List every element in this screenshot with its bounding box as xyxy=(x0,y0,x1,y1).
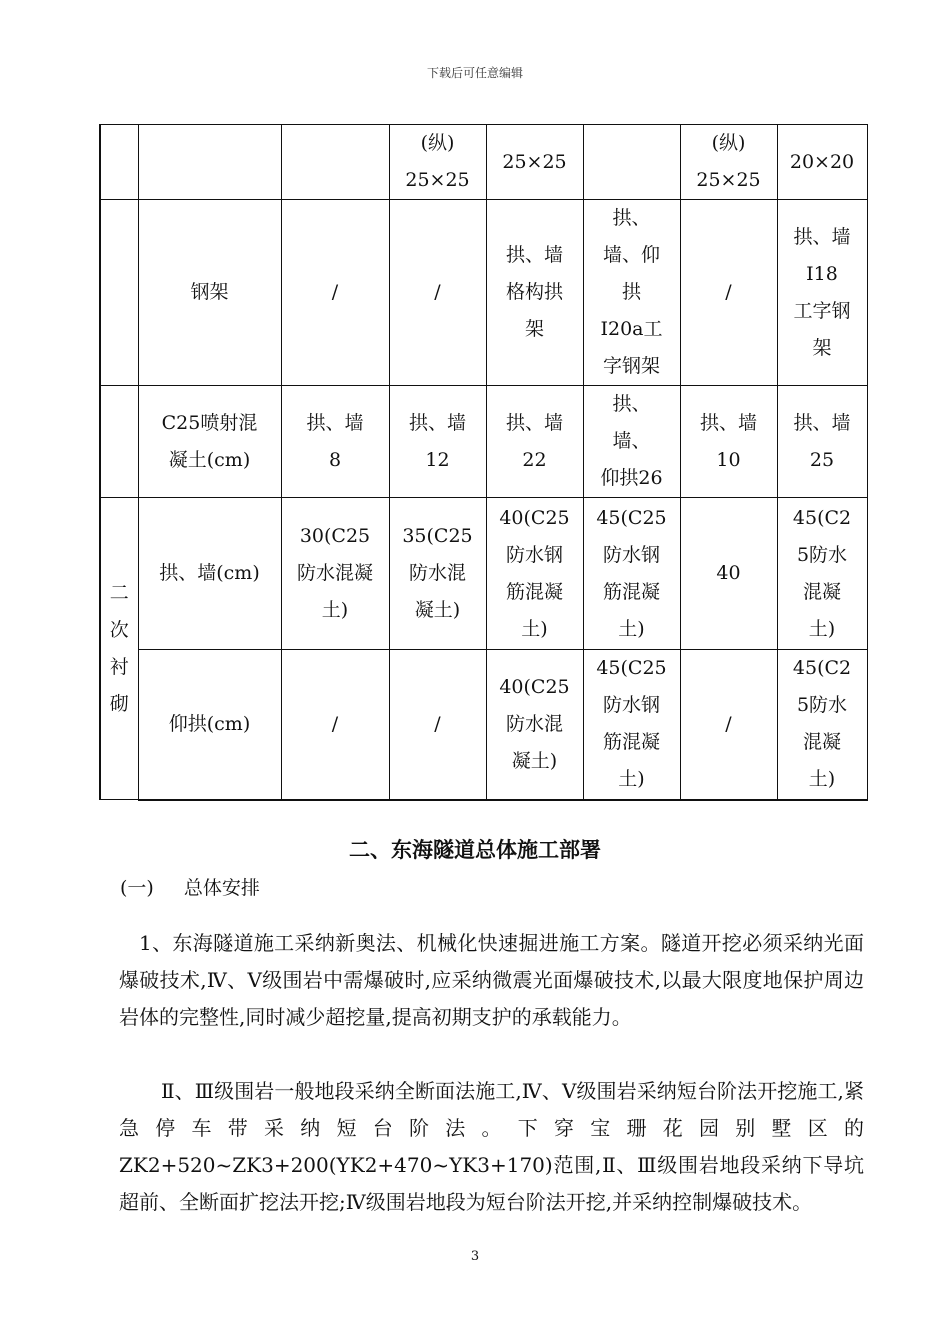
table-cell: 45(C25 防水钢 筋混凝 土) xyxy=(583,498,680,650)
table-cell xyxy=(138,125,281,200)
table-cell: 35(C25 防水混 凝土) xyxy=(389,498,486,650)
table-cell: 仰拱(cm) xyxy=(138,650,281,800)
table-cell: 40(C25 防水钢 筋混凝 土) xyxy=(486,498,583,650)
table-row xyxy=(100,200,867,386)
table-cell: 拱、墙(cm) xyxy=(138,498,281,650)
table-cell: C25喷射混 凝土(cm) xyxy=(138,386,281,498)
secondary-lining-group-label: 二 次 衬 砌 xyxy=(100,498,138,800)
table-cell: 拱、墙 格构拱 架 xyxy=(486,200,583,386)
table-cell: / xyxy=(680,650,777,800)
table-cell: 拱、墙 12 xyxy=(389,386,486,498)
table-cell: 拱、 墙、 仰拱26 xyxy=(583,386,680,498)
table-cell: 30(C25 防水混凝 土) xyxy=(281,498,389,650)
table-row xyxy=(100,498,867,650)
header-note: 下载后可任意编辑 xyxy=(426,66,523,80)
table-cell: 45(C2 5防水 混凝 土) xyxy=(777,650,867,800)
support-spec-table xyxy=(99,124,868,801)
table-cell xyxy=(100,386,138,498)
table-cell: / xyxy=(680,200,777,386)
table-row xyxy=(100,386,867,498)
table-cell: / xyxy=(281,650,389,800)
page-number: 3 xyxy=(470,1249,480,1264)
paragraph: Ⅱ、Ⅲ级围岩一般地段采纳全断面法施工,Ⅳ、Ⅴ级围岩采纳短台阶法开挖施工,紧急停车带采纳短台阶法。下穿宝珊花园别墅区的ZK2+520~ZK3+200(YK2+470~YK3+170)范围,Ⅱ、Ⅲ级围岩地段采纳下导坑超前、全断面扩挖法开挖;Ⅳ级围岩地段为短台阶法开挖,并采纳控制爆破技术。 xyxy=(119,1079,864,1214)
subheading xyxy=(120,873,260,900)
table-cell: 拱、墙 25 xyxy=(777,386,867,498)
table-cell xyxy=(100,200,138,386)
table-row xyxy=(100,650,867,800)
table-cell: 20×20 xyxy=(777,125,867,200)
table-cell: 45(C25 防水钢 筋混凝 土) xyxy=(583,650,680,800)
paragraph: 1、东海隧道施工采纳新奥法、机械化快速掘进施工方案。隧道开挖必须采纳光面爆破技术,Ⅳ、Ⅴ级围岩中需爆破时,应采纳微震光面爆破技术,以最大限度地保护周边岩体的完整性,同时减少超挖量,提高初期支护的承载能力。 xyxy=(119,931,864,1029)
table-cell: 拱、墙 I18 工字钢 架 xyxy=(777,200,867,386)
section-title: 二、东海隧道总体施工部署 xyxy=(349,838,601,862)
table-cell: (纵) 25×25 xyxy=(389,125,486,200)
subheading-text: 总体安排 xyxy=(183,877,260,899)
table-cell: 钢架 xyxy=(138,200,281,386)
table-cell xyxy=(281,125,389,200)
table-cell: 拱、墙 8 xyxy=(281,386,389,498)
table-row xyxy=(100,125,867,200)
table-cell xyxy=(100,125,138,200)
table-cell: / xyxy=(389,200,486,386)
table-cell: / xyxy=(281,200,389,386)
table-cell: 40(C25 防水混 凝土) xyxy=(486,650,583,800)
table-cell: 25×25 xyxy=(486,125,583,200)
table-cell: 拱、墙 22 xyxy=(486,386,583,498)
subheading-number: (一) xyxy=(120,877,154,899)
table-cell: 45(C2 5防水 混凝 土) xyxy=(777,498,867,650)
table-cell: 拱、 墙、仰 拱 I20a工 字钢架 xyxy=(583,200,680,386)
table-cell: 拱、墙 10 xyxy=(680,386,777,498)
table-cell: (纵) 25×25 xyxy=(680,125,777,200)
table-cell xyxy=(583,125,680,200)
table-cell: / xyxy=(389,650,486,800)
table-cell: 40 xyxy=(680,498,777,650)
